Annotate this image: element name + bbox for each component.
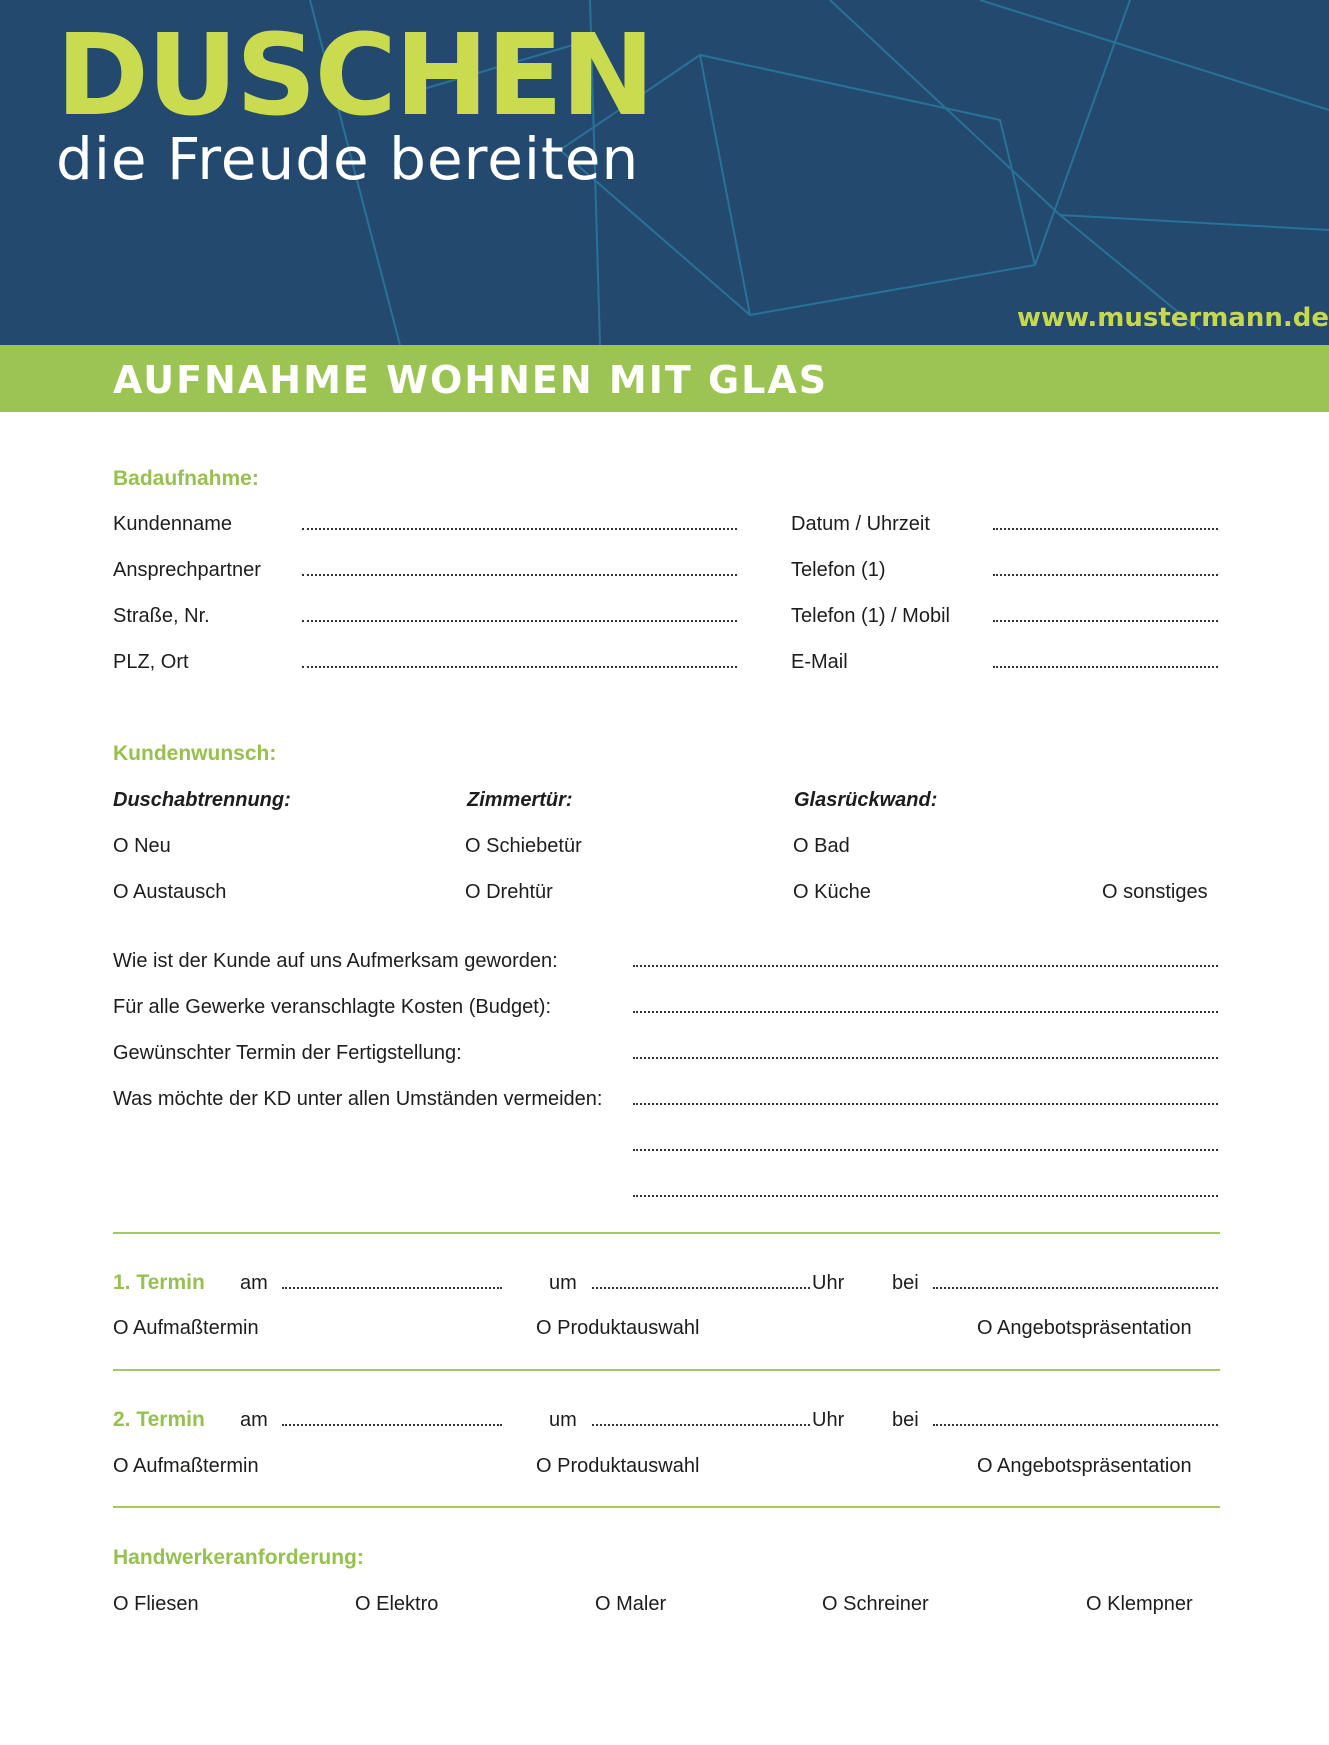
option-elektro[interactable]: O Elektro (355, 1593, 439, 1615)
termin-2-time-field[interactable] (592, 1424, 810, 1426)
hero-subtitle: die Freude bereiten (56, 125, 640, 193)
plz-ort-field[interactable] (302, 666, 737, 668)
termin-1-bei-label: bei (892, 1272, 919, 1294)
termin-1-time-field[interactable] (592, 1287, 810, 1289)
aufmerksam-field[interactable] (633, 965, 1218, 967)
section-heading-handwerker: Handwerkeranforderung: (113, 1546, 364, 1569)
ansprechpartner-field[interactable] (302, 574, 737, 576)
subheading-zimmertuer: Zimmertür: (467, 789, 573, 811)
field-label-ansprechpartner: Ansprechpartner (113, 559, 261, 581)
hero-title: DUSCHEN (56, 11, 653, 141)
termin-1-bei-field[interactable] (933, 1287, 1218, 1289)
termin-1-um-label: um (549, 1272, 577, 1294)
termin-2-bei-field[interactable] (933, 1424, 1218, 1426)
question-vermeiden: Was möchte der KD unter allen Umständen vermeiden: (113, 1088, 603, 1110)
termin-1-uhr-label: Uhr (812, 1272, 845, 1294)
section-heading-kundenwunsch: Kundenwunsch: (113, 742, 277, 765)
field-label-mobil: Telefon (1) / Mobil (791, 605, 950, 627)
option-schiebetuer[interactable]: O Schiebetür (465, 835, 582, 857)
question-budget: Für alle Gewerke veranschlagte Kosten (Budget): (113, 996, 551, 1018)
option-klempner[interactable]: O Klempner (1086, 1593, 1193, 1615)
termin-1-am-label: am (240, 1272, 268, 1294)
option-maler[interactable]: O Maler (595, 1593, 667, 1615)
option-sonstiges[interactable]: O sonstiges (1102, 881, 1208, 903)
termin-2-am-label: am (240, 1409, 268, 1431)
termin-2-option-produktauswahl[interactable]: O Produktauswahl (536, 1455, 700, 1477)
option-bad[interactable]: O Bad (793, 835, 850, 857)
option-neu[interactable]: O Neu (113, 835, 171, 857)
header-banner (0, 0, 1329, 345)
subheading-glasrueckwand: Glasrückwand: (794, 789, 938, 811)
mobil-field[interactable] (993, 620, 1218, 622)
telefon-field[interactable] (993, 574, 1218, 576)
question-aufmerksam: Wie ist der Kunde auf uns Aufmerksam geworden: (113, 950, 558, 972)
section-heading-badaufnahme: Badaufnahme: (113, 467, 259, 490)
subheading-duschabtrennung: Duschabtrennung: (113, 789, 291, 811)
termin-2-label: 2. Termin (113, 1408, 205, 1431)
field-label-plz-ort: PLZ, Ort (113, 651, 189, 673)
option-austausch[interactable]: O Austausch (113, 881, 227, 903)
divider (113, 1369, 1220, 1371)
field-label-datum: Datum / Uhrzeit (791, 513, 930, 535)
termin-2-uhr-label: Uhr (812, 1409, 845, 1431)
vermeiden-field-1[interactable] (633, 1103, 1218, 1105)
divider (113, 1506, 1220, 1508)
option-fliesen[interactable]: O Fliesen (113, 1593, 199, 1615)
field-label-strasse: Straße, Nr. (113, 605, 210, 627)
option-schreiner[interactable]: O Schreiner (822, 1593, 929, 1615)
field-label-email: E-Mail (791, 651, 848, 673)
termin-1-option-produktauswahl[interactable]: O Produktauswahl (536, 1317, 700, 1339)
datum-field[interactable] (993, 528, 1218, 530)
termin-2-bei-label: bei (892, 1409, 919, 1431)
strasse-field[interactable] (302, 620, 737, 622)
option-drehtuer[interactable]: O Drehtür (465, 881, 553, 903)
kundenname-field[interactable] (302, 528, 737, 530)
termin-2-option-angebot[interactable]: O Angebotspräsentation (977, 1455, 1192, 1477)
termin-1-label: 1. Termin (113, 1271, 205, 1294)
termin-2-option-aufmass[interactable]: O Aufmaßtermin (113, 1455, 259, 1477)
budget-field[interactable] (633, 1011, 1218, 1013)
termin-2-um-label: um (549, 1409, 577, 1431)
divider (113, 1232, 1220, 1234)
vermeiden-field-2[interactable] (633, 1149, 1218, 1151)
termin-1-option-aufmass[interactable]: O Aufmaßtermin (113, 1317, 259, 1339)
field-label-telefon: Telefon (1) (791, 559, 886, 581)
website-url[interactable]: www.mustermann.de (1016, 303, 1329, 333)
field-label-kundenname: Kundenname (113, 513, 232, 535)
email-field[interactable] (993, 666, 1218, 668)
vermeiden-field-3[interactable] (633, 1195, 1218, 1197)
question-fertigstellung: Gewünschter Termin der Fertigstellung: (113, 1042, 462, 1064)
termin-2-date-field[interactable] (282, 1424, 502, 1426)
fertigstellung-field[interactable] (633, 1057, 1218, 1059)
termin-1-option-angebot[interactable]: O Angebotspräsentation (977, 1317, 1192, 1339)
form-title: AUFNAHME WOHNEN MIT GLAS (113, 358, 829, 402)
termin-1-date-field[interactable] (282, 1287, 502, 1289)
option-kueche[interactable]: O Küche (793, 881, 871, 903)
